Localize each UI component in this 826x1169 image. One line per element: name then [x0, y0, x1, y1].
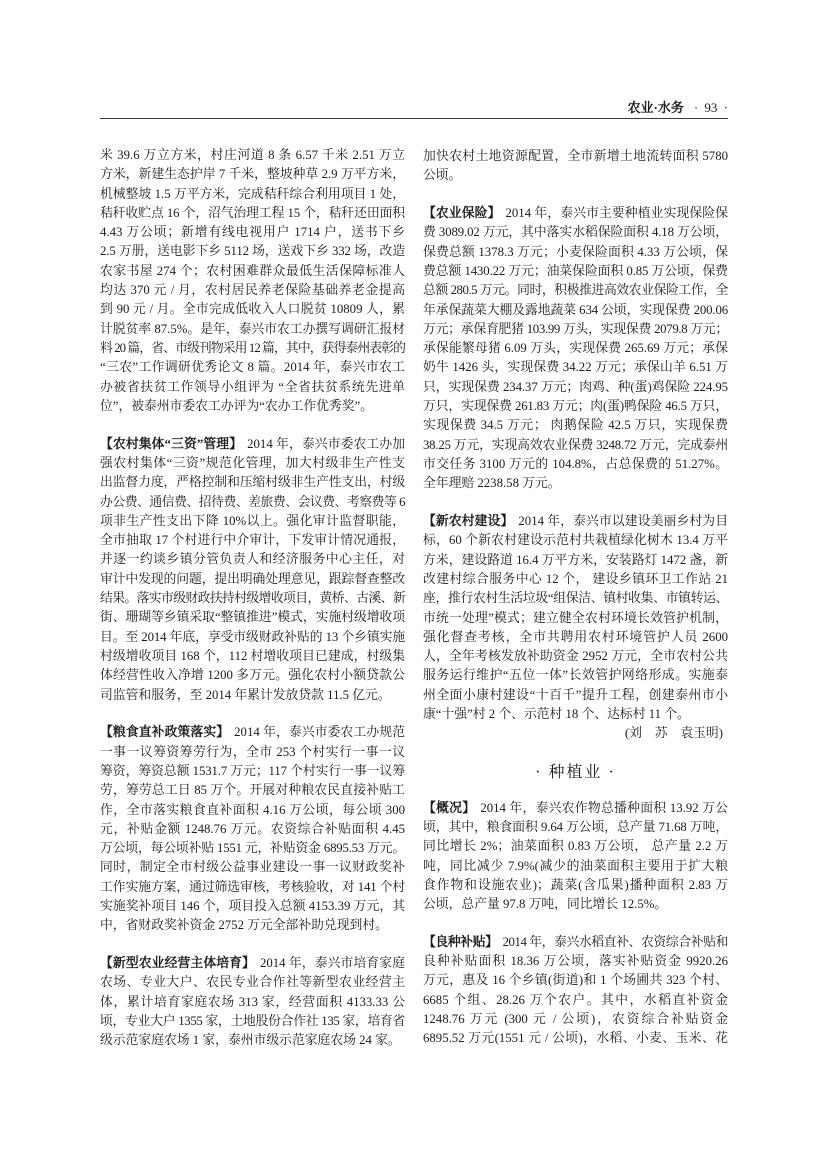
text-line: 承保能繁母猪 6.09 万头，实现保费 265.69 万元；承保 — [423, 341, 728, 356]
text-line: 实施奖补项目 146 个，项目投入总额 4153.39 万元，其 — [100, 898, 405, 913]
text-line: 级示范家庭农场 1 家，泰州市级示范家庭农场 24 家。 — [100, 1033, 401, 1048]
author-credit: (刘 苏 袁玉明) — [624, 726, 723, 741]
text-line: 工作实施方案，通过筛选审核，考核验收，对 141 个村 — [100, 879, 405, 894]
text-line: 机械整坡 1.5 万平方米，完成秸秆综合利用项目 1 处， — [100, 186, 405, 201]
text-line: 目。至 2014 年底，享受市级财政补贴的 13 个乡镇实施 — [100, 629, 405, 644]
text-line: 司监管和服务，至 2014 年累计发放贷款 11.5 亿元。 — [100, 687, 391, 702]
text-line: 只，实现保费 234.37 万元；肉鸡、种(蛋)鸡保险 224.95 — [423, 379, 728, 394]
text-line: 人，全年考核发放补助资金 2952 万元，全市农村公共 — [423, 649, 728, 664]
text-line: 并逐一约谈乡镇分管负责人和经济服务中心主任，对 — [100, 552, 405, 567]
paragraph-title: 【概况】 — [423, 800, 476, 815]
text-line: 年承保蔬菜大棚及露地蔬菜 634 公顷，实现保费 200.06 — [423, 302, 728, 317]
text-line-content: 2014 年，泰兴市委农工办加 — [247, 436, 406, 451]
text-line: 1248.76 万元 (300 元 / 公顷)，农资综合补贴资金 — [423, 1012, 728, 1027]
paragraph-title: 【农业保险】 — [423, 206, 501, 221]
header-section-title: 农业·水务 — [627, 100, 684, 115]
text-line: 元，补贴金额 1248.76 万元。农资综合补贴面积 4.45 — [100, 821, 405, 836]
text-line: 作，全市落实粮食直补面积 4.16 万公顷，每公顷 300 — [100, 802, 405, 817]
paragraph — [100, 435, 405, 705]
paragraph-title: 【农村集体“三资”管理】 — [100, 436, 243, 451]
text-line: 料 20 篇，省、市级刊物采用 12 篇，其中，获得泰州表彰的 — [100, 340, 405, 355]
paragraph — [423, 204, 728, 493]
text-line: 方米，建设路道 16.4 万平方米，安装路灯 1472 盏，新 — [423, 552, 728, 567]
text-line: 4.43 万公顷；新增有线电视用户 1714 户，送书下乡 — [100, 225, 405, 240]
header-rule — [100, 118, 728, 119]
text-line: 方米，新建生态护岸 7 千米，整坡种草 2.9 万平方米， — [100, 167, 405, 182]
text-line — [100, 723, 405, 742]
text-line: 奶牛 1426 头，实现保费 34.22 万元；承保山羊 6.51 万 — [423, 360, 728, 375]
text-line: 市统一处理”模式；建立健全农村环境长效管护机制， — [423, 610, 728, 625]
text-line: 2.5 万册，送电影下乡 5112 场，送戏下乡 332 场，改造 — [100, 244, 405, 259]
text-line: 全市抽取 17 个村进行中介审计，下发审计情况通报， — [100, 533, 405, 548]
section-heading: · 种植业 · — [535, 763, 616, 781]
text-line: 万元，惠及 16 个乡镇(街道)和 1 个场圃共 323 个村、 — [423, 973, 728, 988]
text-line — [423, 204, 728, 223]
left-column — [100, 146, 405, 1051]
text-line: 座，推行农村生活垃圾“组保洁、镇村收集、市镇转运、 — [423, 591, 728, 606]
text-line: 6895.52 万元(1551 元 / 公顷)，水稻、小麦、玉米、花 — [423, 1031, 728, 1046]
paragraph — [423, 933, 728, 1049]
text-line: 加快农村土地资源配置，全市新增土地流转面积 5780 — [423, 149, 728, 163]
text-line: 米 39.6 万立方米，村庄河道 8 条 6.57 千米 2.51 万立 — [100, 148, 405, 162]
text-line: 均达 370 元 / 月，农村居民养老保险基础养老金提高 — [100, 283, 405, 298]
paragraph-title: 【新型农业经营主体培育】 — [100, 956, 255, 971]
text-line: 筹资，筹资总额 1531.7 万元；117 个村实行一事一议筹 — [100, 763, 405, 778]
text-line: “三农”工作调研优秀论文 8 篇。2014 年，泰兴市农工 — [100, 360, 405, 375]
text-line: 同比增长 2%；油菜面积 0.83 万公顷， 总产量 2.2 万 — [423, 839, 728, 854]
text-line: 农家书屋 274 个；农村困难群众最低生活保障标准人 — [100, 263, 405, 278]
paragraph — [100, 146, 405, 416]
text-line — [423, 799, 728, 818]
paragraph-title: 【良种补贴】 — [423, 934, 498, 949]
right-column — [423, 147, 728, 1049]
text-line-content: 2014 年，泰兴市委农工办规范 — [234, 725, 406, 740]
text-line: 费 3089.02 万元，其中落实水稻保险面积 4.18 万公顷， — [423, 225, 728, 240]
text-line: 食作物和设施农业)；蔬菜(含瓜果)播种面积 2.83 万 — [423, 877, 728, 892]
text-line — [100, 435, 405, 454]
text-line-content: 2014 年，泰兴市主要种植业实现保险保 — [505, 206, 729, 221]
text-line: 万公顷，每公顷补贴 1551 元，补贴资金 6895.53 万元。 — [100, 841, 405, 856]
text-line: 万元；承保育肥猪 103.99 万头，实现保费 2079.8 万元； — [423, 321, 728, 336]
text-line: 街、珊瑚等乡镇采取“整镇推进”模式，实施村级增收项 — [100, 610, 405, 625]
text-line: 6685 个组、28.26 万个农户。其中，水稻直补资金 — [423, 992, 728, 1007]
text-line: 保费总额 1378.3 万元；小麦保险面积 4.33 万公顷，保 — [423, 244, 728, 259]
text-line: 公顷。 — [423, 168, 462, 183]
text-line: 实现保费 34.5 万元； 肉鹅保险 42.5 万只，实现保费 — [423, 418, 728, 433]
text-line: 出监督力度，严格控制和压缩村级非生产性支出，村级 — [100, 475, 405, 490]
text-line — [423, 512, 728, 531]
text-line: 改建村综合服务中心 12 个， 建设乡镇环卫工作站 21 — [423, 571, 728, 586]
text-line: 体，累计培育家庭农场 313 家，经营面积 4133.33 公 — [100, 994, 405, 1009]
text-line: 市交任务 3100 万元的 104.8%，占总保费的 51.27%。 — [423, 456, 728, 471]
text-line: 费总额 1430.22 万元；油菜保险面积 0.85 万公顷，保费 — [423, 263, 728, 278]
text-line: 服务运行维护“五位一体”长效管护网络形成。实施泰 — [423, 668, 728, 683]
text-line: 全年理赔 2238.58 万元。 — [423, 476, 561, 491]
text-line: 劳，筹劳总工日 85 万个。开展对种粮农民直接补贴工 — [100, 783, 405, 798]
text-line: 同时，制定全市村级公益事业建设一事一议财政奖补 — [100, 860, 405, 875]
text-line: 总额 280.5 万元。同时，积极推进高效农业保险工作，全 — [423, 283, 728, 298]
text-line: 办公费、通信费、招待费、差旅费、会议费、考察费等 6 — [100, 494, 405, 509]
text-line — [100, 954, 405, 973]
text-line: 秸秆收贮点 16 个，沼气治理工程 15 个，秸秆还田面积 — [100, 205, 405, 220]
text-line: 吨，同比减少 7.9%(减少的油菜面积主要用于扩大粮 — [423, 858, 728, 873]
text-line: 项非生产性支出下降 10%以上。强化审计监督职能， — [100, 513, 405, 528]
text-line: 村级增收项目 168 个，112 村增收项目已建成，村级集 — [100, 648, 405, 663]
text-line-content: 2014 年，泰兴市以建设美丽乡村为目 — [518, 514, 729, 529]
text-line: 计脱贫率 87.5%。是年，泰兴市农工办撰写调研汇报材 — [100, 321, 405, 336]
text-line: 结果。落实市级财政扶持村级增收项目，黄桥、古溪、新 — [100, 591, 405, 606]
text-line: 38.25 万元，实现高效农业保费 3248.72 万元，完成泰州 — [423, 437, 728, 452]
running-header — [627, 98, 728, 118]
paragraph — [100, 723, 405, 935]
paragraph — [423, 512, 728, 724]
text-line: 办被省扶贫工作领导小组评为 “全省扶贫系统先进单 — [100, 379, 405, 394]
paragraph-title: 【新农村建设】 — [423, 514, 514, 529]
paragraph — [423, 799, 728, 915]
text-line: 万只，实现保费 261.83 万元；肉(蛋)鸭保险 46.5 万只， — [423, 399, 728, 414]
header-page-number: · 93 · — [693, 100, 728, 115]
text-line: 康“十强”村 2 个、示范村 18 个、达标村 11 个。 — [423, 707, 690, 722]
text-line: 顷，专业大户 1355 家，土地股份合作社 135 家，培育省 — [100, 1013, 405, 1028]
text-line: 公顷，总产量 97.8 万吨，同比增长 12.5%。 — [423, 897, 668, 912]
text-line-content: 2014 年，泰兴农作物总播种面积 13.92 万公 — [480, 800, 729, 815]
text-line: 中，省财政奖补资金 2752 万元全部补助兑现到村。 — [100, 918, 388, 933]
text-line: 强农村集体“三资”规范化管理，加大村级非生产性支 — [100, 455, 405, 470]
text-line: 农场、专业大户、农民专业合作社等新型农业经营主 — [100, 975, 405, 990]
text-line: 到 90 元 / 月。全市完成低收入人口脱贫 10809 人，累 — [100, 302, 405, 317]
text-line: 州全面小康村建设“十百千”提升工程，创建泰州市小 — [423, 687, 728, 702]
text-line: 强化督查考核，全市共聘用农村环境管护人员 2600 — [423, 629, 728, 644]
paragraph — [100, 954, 405, 1050]
paragraph — [423, 147, 728, 186]
paragraph-title: 【粮食直补政策落实】 — [100, 725, 230, 740]
text-line: 顷，其中，粮食面积 9.64 万公顷，总产量 71.68 万吨， — [423, 819, 728, 834]
text-line: 标，60 个新农村建设示范村共栽植绿化树木 13.4 万平 — [423, 533, 728, 548]
text-line-content: 2014 年，泰兴市培育家庭 — [259, 956, 406, 971]
text-line: 体经营性收入净增 1200 多万元。强化农村小额贷款公 — [100, 668, 405, 683]
text-line: 位”，被泰州市委农工办评为“农办工作优秀奖”。 — [100, 398, 373, 413]
text-line — [423, 933, 728, 952]
text-line-content: 2014 年，泰兴水稻直补、农资综合补贴和 — [502, 934, 728, 949]
text-line: 一事一议筹资筹劳行为，全市 253 个村实行一事一议 — [100, 744, 405, 759]
text-line: 良种补贴面积 18.36 万公顷，落实补贴资金 9920.26 — [423, 954, 728, 969]
text-line: 审计中发现的问题，提出明确处理意见，跟踪督查整改 — [100, 571, 405, 586]
